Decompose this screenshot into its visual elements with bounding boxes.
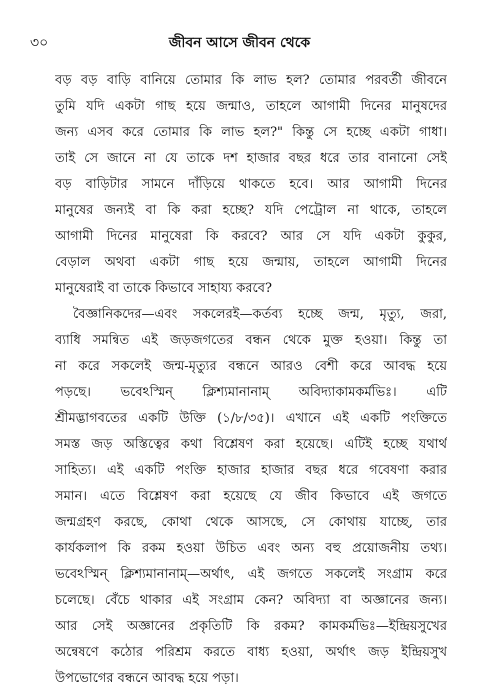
text-line: শ্রীমদ্ভাগবতের একটি উক্তি (১/৮/৩৫)। এখানে এই একটি পংক্তিতে	[55, 411, 447, 426]
text-line: উপভোগের বন্ধনে আবদ্ধ হয়ে পড়া।	[55, 671, 239, 686]
text-line: সমস্ত জড় অস্তিত্বের কথা বিশ্লেষণ করা হয়েছে। এটিই হচ্ছে যথার্থ	[55, 437, 447, 452]
text-line: বড় বাড়িটার সামনে দাঁড়িয়ে থাকতে হবে। আর আগামী দিনের	[55, 177, 447, 192]
text-line: বড় বড় বাড়ি বানিয়ে তোমার কি লাভ হল? তোমার পরবর্তী জীবনে	[55, 73, 447, 88]
paragraph-start-line: বৈজ্ঞানিকদের—এবং সকলেরই—কর্তব্য হচ্ছে জন্ম, মৃত্যু, জরা,	[73, 307, 447, 322]
text-line: জন্য এসব করে তোমার কি লাভ হল?" কিন্তু সে হচ্ছে একটা গাধা।	[55, 125, 447, 140]
text-line: চলেছে। বেঁচে থাকার এই সংগ্রাম কেন? অবিদ্যা বা অজ্ঞানের জন্য।	[55, 593, 447, 608]
body-text	[55, 68, 447, 692]
text-line: ভবেঽস্মিন্ ক্লিশ্যমানানাম্—অর্থাৎ, এই জগতে সকলেই সংগ্রাম করে	[55, 567, 447, 582]
text-line: না করে সকলেই জন্ম-মৃত্যুর বন্ধনে আরও বেশী করে আবদ্ধ হয়ে	[55, 359, 447, 374]
running-title: জীবন আসে জীবন থেকে	[168, 35, 311, 51]
text-line: ব্যাধি সমন্বিত এই জড়জগতের বন্ধন থেকে মুক্ত হওয়া। কিন্তু তা	[55, 333, 447, 348]
text-line: কার্যকলাপ কি রকম হওয়া উচিত এবং অন্য বহু প্রয়োজনীয় তথ্য।	[55, 541, 447, 556]
text-line: আগামী দিনের মানুষেরা কি করবে? আর সে যদি একটা কুকুর,	[55, 229, 447, 244]
text-line: তাই সে জানে না যে তাকে দশ হাজার বছর ধরে তার বানানো সেই	[55, 151, 447, 166]
text-line: তুমি যদি একটা গাছ হয়ে জন্মাও, তাহলে আগামী দিনের মানুষদের	[55, 99, 447, 114]
text-line: জন্মগ্রহণ করছে, কোথা থেকে আসছে, সে কোথায় যাচ্ছে, তার	[55, 515, 447, 530]
text-line: অন্বেষণে কঠোর পরিশ্রম করতে বাধ্য হওয়া, অর্থাৎ জড় ইন্দ্রিয়সুখ	[55, 645, 447, 660]
text-line: পড়ছে। ভবেঽস্মিন্ ক্লিশ্যমানানাম্ অবিদ্যাকামকর্মভিঃ। এটি	[55, 385, 447, 400]
text-line: সাহিত্য। এই একটি পংক্তি হাজার হাজার বছর ধরে গবেষণা করার	[55, 463, 447, 478]
text-line: মানুষের জন্যই বা কি করা হচ্ছে? যদি পেট্রোল না থাকে, তাহলে	[55, 203, 447, 218]
text-line: বেড়াল অথবা একটা গাছ হয়ে জন্মায়, তাহলে আগামী দিনের	[55, 255, 447, 270]
text-line: মানুষেরাই বা তাকে কিভাবে সাহায্য করবে?	[55, 281, 272, 296]
page-number: ৩০	[30, 35, 49, 51]
text-line: আর সেই অজ্ঞানের প্রকৃতিটি কি রকম? কামকর্মভিঃ—ইন্দ্রিয়সুখের	[55, 619, 447, 634]
text-line: সমান। এতে বিশ্লেষণ করা হয়েছে যে জীব কিভাবে এই জগতে	[55, 489, 447, 504]
